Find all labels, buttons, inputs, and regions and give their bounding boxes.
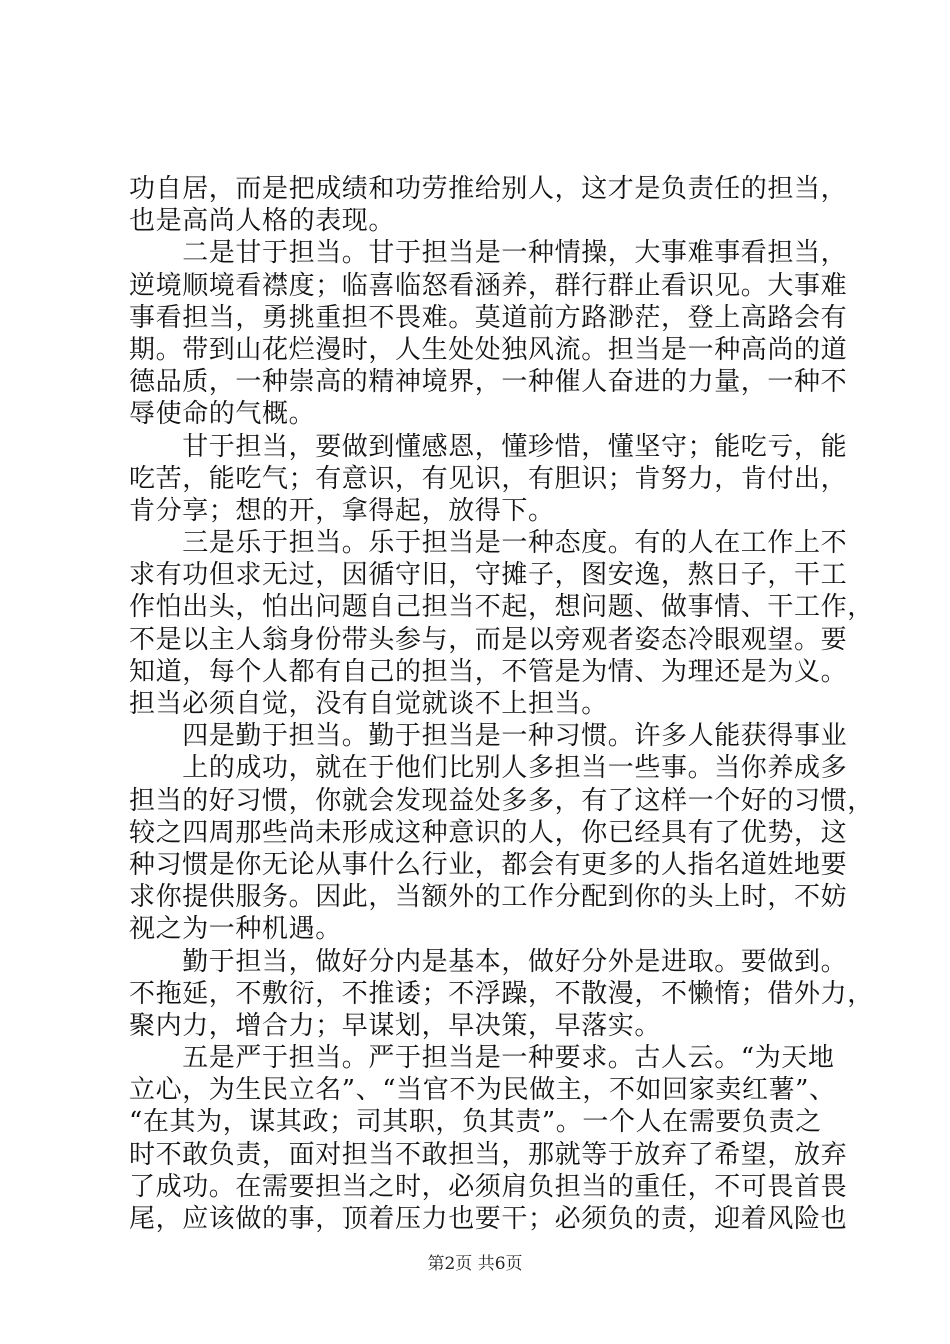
body-text [129,173,874,1235]
text-line: 事看担当，勇挑重担不畏难。莫道前方路渺茫，登上高路会有 [129,302,848,333]
text-line: 知道，每个人都有自己的担当，不管是为情、为理还是为义。 [129,656,848,687]
text-line: 德品质，一种崇高的精神境界，一种催人奋进的力量，一种不 [129,367,848,398]
text-line: 担当必须自觉，没有自觉就谈不上担当。 [129,689,608,719]
text-line: 不是以主人翁身份带头参与，而是以旁观者姿态冷眼观望。要 [129,624,848,655]
text-line: “在其为，谋其政；司其职，负其责”。一个人在需要负责之 [129,1107,822,1138]
text-line: 逆境顺境看襟度；临喜临怒看涵养，群行群止看识见。大事难 [129,270,848,301]
text-line: 求你提供服务。因此，当额外的工作分配到你的头上时，不妨 [129,882,848,913]
text-line: 也是高尚人格的表现。 [129,206,396,237]
text-line: 三是乐于担当。乐于担当是一种态度。有的人在工作上不 [129,528,848,559]
text-line: 立心，为生民立名”、“当官不为民做主，不如回家卖红薯”、 [129,1075,836,1106]
text-line: 五是严于担当。严于担当是一种要求。古人云。“为天地 [129,1043,835,1074]
text-line: 种习惯是你无论从事什么行业，都会有更多的人指名道姓地要 [129,849,848,880]
text-line: 甘于担当，要做到懂感恩，懂珍惜，懂坚守；能吃亏，能 [129,431,848,462]
text-line: 聚内力，增合力；早谋划，早决策，早落实。 [129,1010,662,1041]
text-line: 四是勤于担当。勤于担当是一种习惯。许多人能获得事业 [129,721,848,752]
text-line: 时不敢负责，面对担当不敢担当，那就等于放弃了希望，放弃 [129,1139,848,1170]
text-line: 求有功但求无过，因循守旧，守摊子，图安逸，熬日子，干工 [129,560,848,591]
text-line: 作怕出头，怕出问题自己担当不起，想问题、做事情、干工作， [129,592,874,623]
text-line: 较之四周那些尚未形成这种意识的人，你已经具有了优势，这 [129,817,848,848]
text-line: 吃苦，能吃气；有意识，有见识，有胆识；肯努力，肯付出， [129,463,848,494]
text-line: 了成功。在需要担当之时，必须肩负担当的重任，不可畏首畏 [129,1171,848,1202]
text-line: 不拖延，不敷衍，不推诿；不浮躁，不散漫，不懒惰；借外力， [129,978,874,1009]
text-line: 担当的好习惯，你就会发现益处多多，有了这样一个好的习惯， [129,785,874,816]
text-line: 尾，应该做的事，顶着压力也要干；必须负的责，迎着风险也 [129,1204,848,1234]
text-line: 功自居，而是把成绩和功劳推给别人，这才是负责任的担当， [129,174,848,204]
text-line: 辱使命的气概。 [129,399,316,430]
text-line: 肯分享；想的开，拿得起，放得下。 [129,495,555,526]
page-footer: 第2页 共6页 [427,1254,523,1274]
text-line: 视之为一种机遇。 [129,914,342,945]
text-line: 二是甘于担当。甘于担当是一种情操，大事难事看担当， [129,238,848,269]
text-line: 勤于担当，做好分内是基本，做好分外是进取。要做到。 [129,946,848,977]
text-line: 上的成功，就在于他们比别人多担当一些事。当你养成多 [129,753,848,784]
text-line: 期。带到山花烂漫时，人生处处独风流。担当是一种高尚的道 [129,334,848,365]
